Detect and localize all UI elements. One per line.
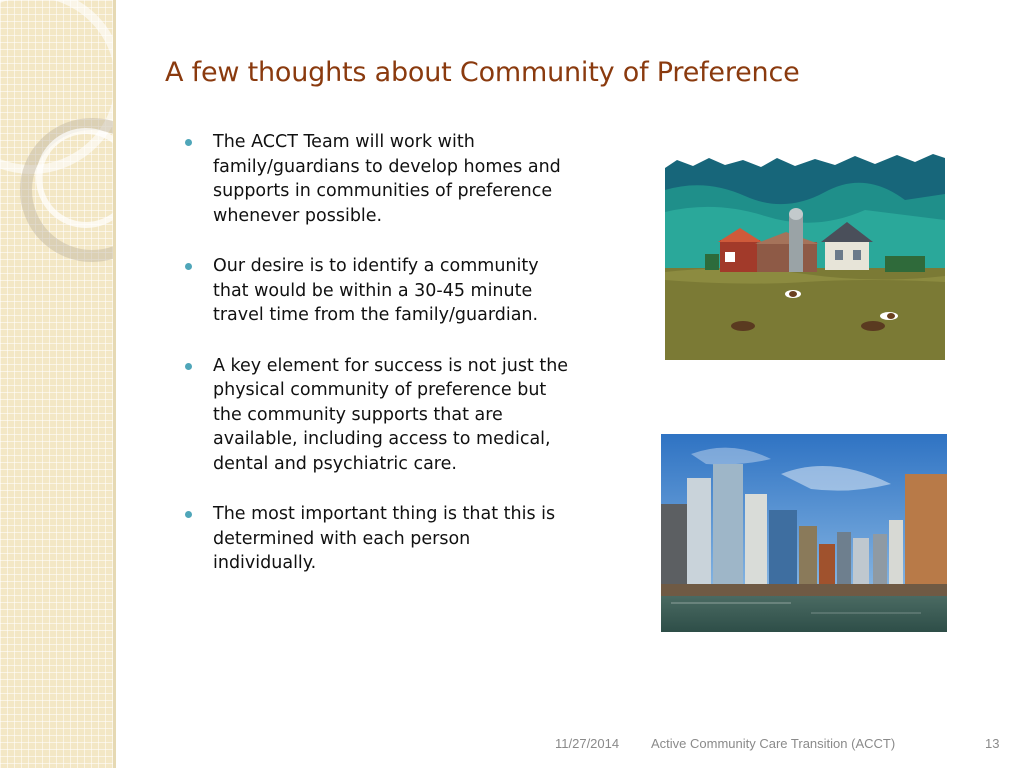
bullet-text: Our desire is to identify a community that would be within a 30-45 minute travel time from the family/guardian. <box>213 256 539 325</box>
side-panel-edge <box>113 0 116 768</box>
bullet-item <box>185 502 575 576</box>
city-skyline-image <box>661 434 947 632</box>
slide-title: A few thoughts about Community of Preference <box>165 57 800 88</box>
bullet-item <box>185 254 575 328</box>
bullet-dot-icon <box>185 363 192 370</box>
bullet-dot-icon <box>185 263 192 270</box>
footer-presentation-name: Active Community Care Transition (ACCT) <box>651 736 896 751</box>
footer-date: 11/27/2014 <box>555 736 620 751</box>
decorative-side-panel <box>0 0 113 768</box>
bullet-dot-icon <box>185 511 192 518</box>
bullet-list <box>185 130 575 602</box>
bullet-dot-icon <box>185 139 192 146</box>
footer-page-number: 13 <box>985 736 1000 751</box>
bullet-text: The ACCT Team will work with family/guardians to develop homes and supports in communities of preference whenever possible. <box>213 132 561 226</box>
farm-landscape-image <box>665 150 945 360</box>
bullet-text: The most important thing is that this is determined with each person individually. <box>213 504 556 573</box>
bullet-item <box>185 130 575 228</box>
bullet-item <box>185 354 575 477</box>
bullet-text: A key element for success is not just the physical community of preference but the community supports that are available, including access to medical, dental and psychiatric care. <box>213 355 569 474</box>
